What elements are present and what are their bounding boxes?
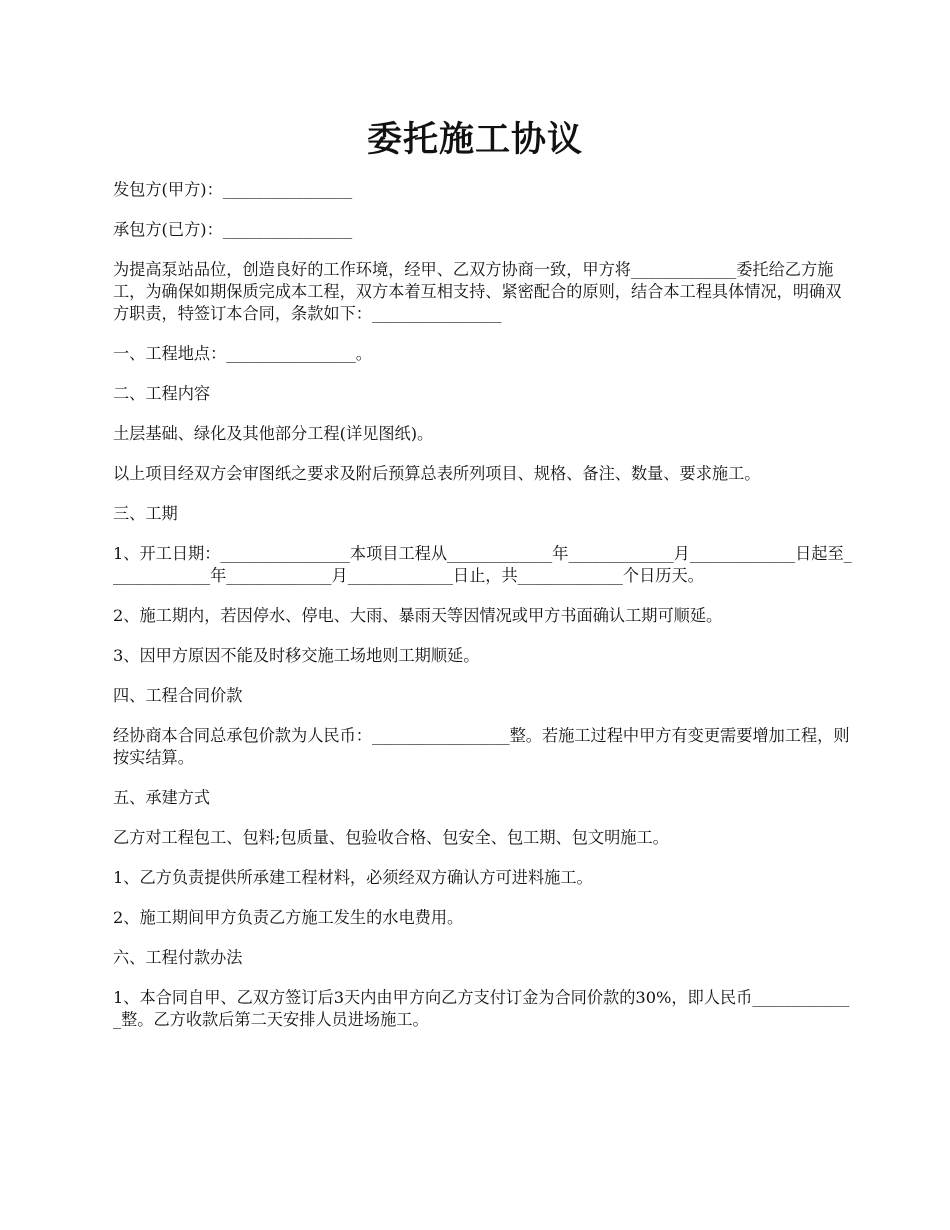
section-heading-payment: 六、工程付款办法 xyxy=(113,948,243,967)
party-a-line: 发包方(甲方)：________________ xyxy=(113,180,353,199)
section-heading-content: 二、工程内容 xyxy=(113,384,211,403)
document-body xyxy=(113,179,855,1049)
schedule-item: 1、开工日期：________________本项目工程从_____________年_____________月_____________日起至_____________年_____________月_____________日止，共_____________个日历天。 xyxy=(113,544,852,585)
method-item: 1、乙方负责提供所承建工程材料，必须经双方确认方可进料施工。 xyxy=(113,868,593,887)
section-heading-location: 一、工程地点：________________。 xyxy=(113,344,372,363)
price-paragraph: 经协商本合同总承包价款为人民币：_________________整。若施工过程中甲方有变更需要增加工程，则按实结算。 xyxy=(113,726,850,767)
section-heading-price: 四、工程合同价款 xyxy=(113,686,243,705)
method-paragraph: 乙方对工程包工、包料;包质量、包验收合格、包安全、包工期、包文明施工。 xyxy=(113,828,669,847)
document-title: 委托施工协议 xyxy=(366,119,583,160)
schedule-item: 2、施工期内，若因停水、停电、大雨、暴雨天等因情况或甲方书面确认工期可顺延。 xyxy=(113,606,723,625)
schedule-item: 3、因甲方原因不能及时移交施工场地则工期顺延。 xyxy=(113,646,480,665)
payment-item: 1、本合同自甲、乙双方签订后3天内由甲方向乙方支付订金为合同价款的30%，即人民币_____________整。乙方收款后第二天安排人员进场施工。 xyxy=(113,988,850,1029)
party-b-line: 承包方(已方)：________________ xyxy=(113,220,353,239)
content-paragraph: 以上项目经双方会审图纸之要求及附后预算总表所列项目、规格、备注、数量、要求施工。 xyxy=(113,464,761,483)
section-heading-schedule: 三、工期 xyxy=(113,504,178,523)
content-paragraph: 土层基础、绿化及其他部分工程(详见图纸)。 xyxy=(113,424,434,443)
preamble-paragraph: 为提高泵站品位，创造良好的工作环境，经甲、乙双方协商一致，甲方将_____________委托给乙方施工，为确保如期保质完成本工程，双方本着互相支持、紧密配合的原则，结合本工程具体情况，明确双方职责，特签订本合同，条款如下：________________ xyxy=(113,260,842,323)
method-item: 2、施工期间甲方负责乙方施工发生的水电费用。 xyxy=(113,908,464,927)
section-heading-method: 五、承建方式 xyxy=(113,788,211,807)
